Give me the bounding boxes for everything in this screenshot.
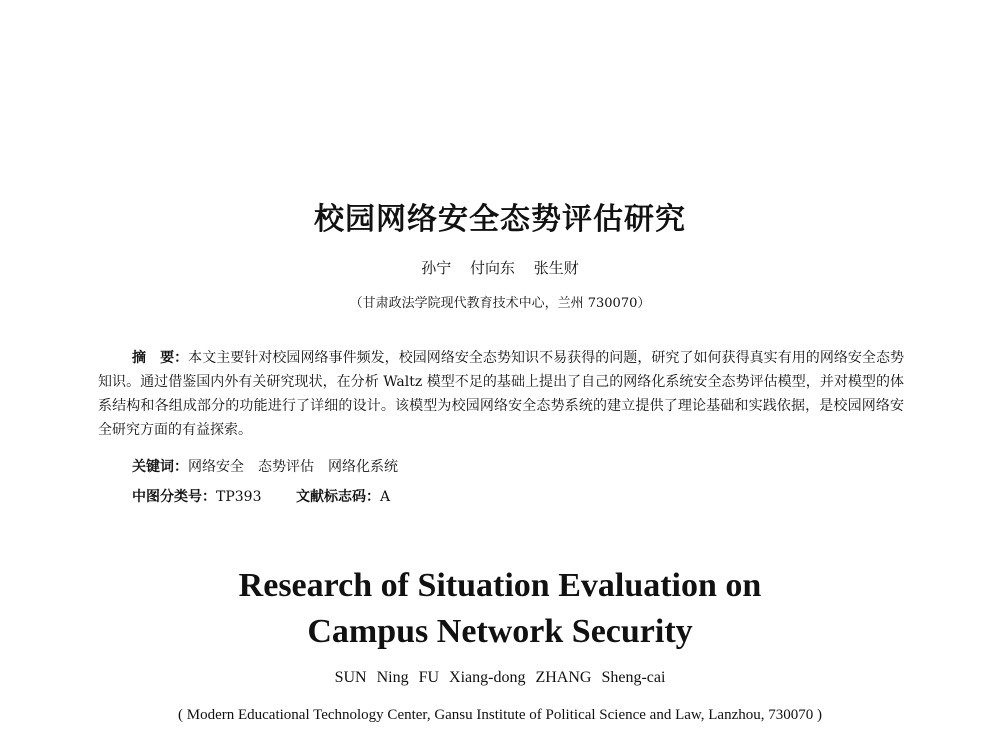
doc-code-label: 文献标志码： — [296, 489, 380, 505]
keyword-item: 态势评估 — [258, 459, 314, 475]
clc-number — [132, 486, 261, 506]
document-code — [296, 486, 390, 506]
english-title-line-1: Research of Situation Evaluation on — [238, 567, 762, 604]
keyword-item: 网络安全 — [188, 459, 244, 475]
clc-label: 中图分类号： — [132, 489, 216, 505]
keywords-line — [132, 456, 412, 476]
chinese-affiliation: （甘肃政法学院现代教育技术中心，兰州 730070） — [349, 296, 651, 311]
english-authors: SUN Ning FU Xiang-dong ZHANG Sheng-cai — [334, 669, 666, 686]
chinese-title: 校园网络安全态势评估研究 — [314, 202, 686, 237]
keywords-label: 关键词： — [132, 459, 188, 475]
keyword-item: 网络化系统 — [328, 459, 398, 475]
abstract-text: 本文主要针对校园网络事件频发，校园网络安全态势知识不易获得的问题，研究了如何获得真实有用的网络安全态势知识。通过借鉴国内外有关研究现状，在分析 Waltz 模型不足的基础上提出了自己的网络化系统安全态势评估模型，并对模型的体系结构和各组成部分的功能进行了详细的设计。该模型为校园网络安全态势系统的建立提供了理论基础和实践依据，是校园网络安全研究方面的有益探索。 — [98, 350, 905, 438]
english-affiliation: ( Modern Educational Technology Center, Gansu Institute of Political Science and Law, Lanzhou, 730070 ) — [177, 707, 822, 723]
chinese-abstract — [98, 346, 904, 442]
doc-code-value: A — [380, 489, 391, 505]
clc-value: TP393 — [216, 489, 262, 505]
abstract-label: 摘 要： — [132, 350, 189, 366]
chinese-authors: 孙宁 付向东 张生财 — [421, 259, 579, 277]
english-title-line-2: Campus Network Security — [307, 613, 693, 650]
english-title — [0, 563, 1000, 655]
